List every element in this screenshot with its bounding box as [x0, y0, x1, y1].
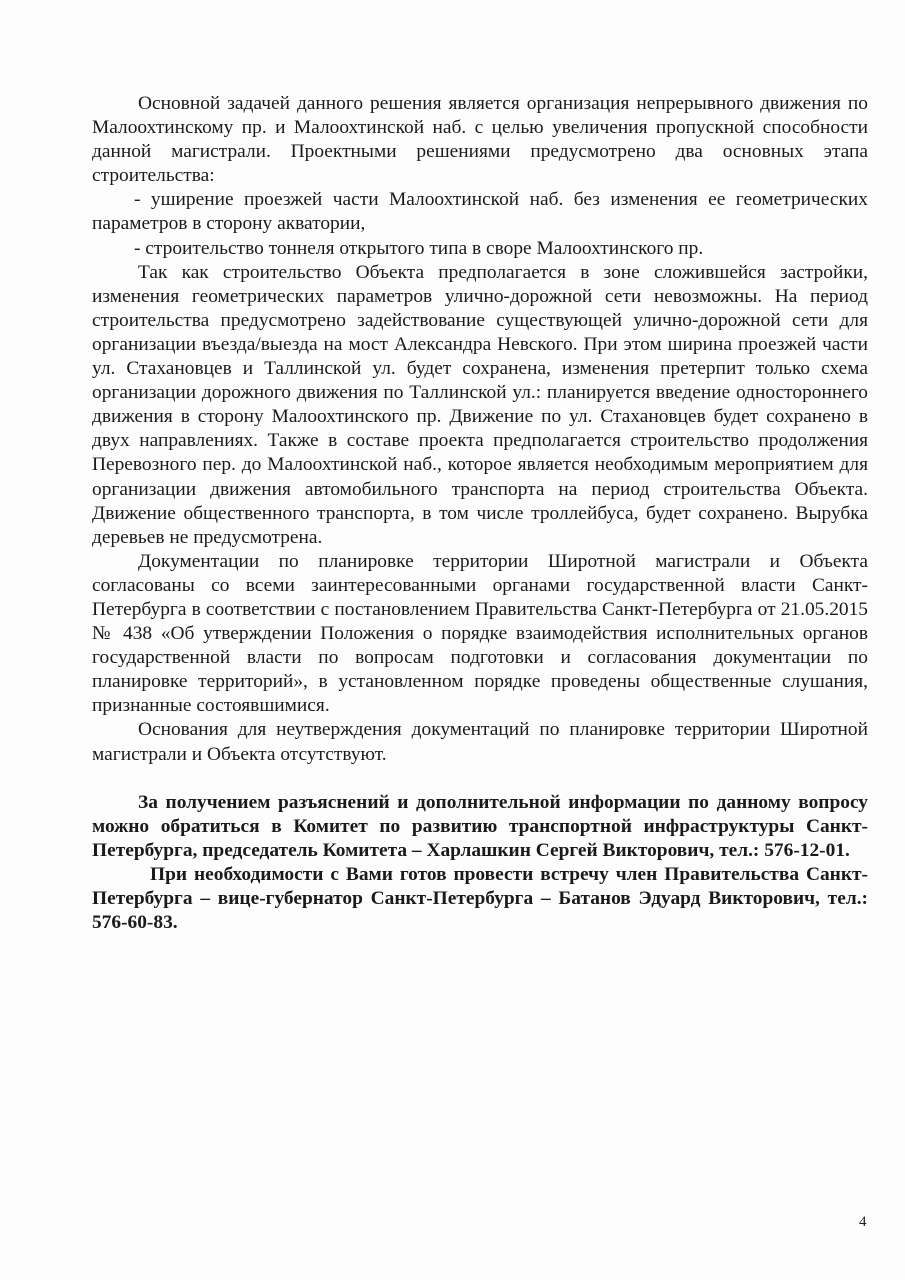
document-body — [92, 92, 868, 935]
contact-vice-governor-paragraph: При необходимости с Вами готов провести встречу член Правительства Санкт-Петербурга – вице-губернатор Санкт-Петербурга – Батанов Эдуард Викторович, тел.: 576-60-83. — [92, 863, 868, 934]
page-number: 4 — [859, 1214, 867, 1230]
paragraph-no-grounds: Основания для неутверждения документаций по планировке территории Широтной магистрали и Объекта отсутствуют. — [92, 719, 868, 765]
list-item-widening: - уширение проезжей части Малоохтинской наб. без изменения ее геометрических параметров в сторону акватории, — [92, 189, 868, 235]
paragraph-main-task: Основной задачей данного решения является организация непрерывного движения по Малоохтинскому пр. и Малоохтинской наб. с целью увеличения пропускной способности данной магистрали. Проектными решениями предусмотрено два основных этапа строительства: — [92, 93, 868, 187]
paragraph-construction-period: Так как строительство Объекта предполагается в зоне сложившейся застройки, изменения геометрических параметров улично-дорожной сети невозможны. На период строительства предусмотрено задействование существующей улично-дорожной сети для организации въезда/выезда на мост Александра Невского. При этом ширина проезжей части ул. Стахановцев и Таллинской ул. будет сохранена, изменения претерпит только схема организации дорожного движения по Таллинской ул.: планируется введение одностороннего движения в сторону Малоохтинского пр. Движение по ул. Стахановцев будет сохранено в двух направлениях. Также в составе проекта предполагается строительство продолжения Перевозного пер. до Малоохтинской наб., которое является необходимым мероприятием для организации движения автомобильного транспорта на период строительства Объекта. Движение общественного транспорта, в том числе троллейбуса, будет сохранено. Вырубка деревьев не предусмотрена. — [92, 261, 868, 548]
paragraph-documentation-approval: Документации по планировке территории Широтной магистрали и Объекта согласованы со всеми заинтересованными органами государственной власти Санкт-Петербурга в соответствии с постановлением Правительства Санкт-Петербурга от 21.05.2015 № 438 «Об утверждении Положения о порядке взаимодействия исполнительных органов государственной власти по вопросам подготовки и согласования документации по планировке территорий», в установленном порядке проведены общественные слушания, признанные состоявшимися. — [92, 550, 868, 717]
spacer — [92, 767, 868, 791]
list-item-tunnel: - строительство тоннеля открытого типа в своре Малоохтинского пр. — [134, 237, 704, 259]
contact-committee-paragraph: За получением разъяснений и дополнительной информации по данному вопросу можно обратиться в Комитет по развитию транспортной инфраструктуры Санкт-Петербурга, председатель Комитета – Харлашкин Сергей Викторович, тел.: 576-12-01. — [92, 791, 868, 861]
